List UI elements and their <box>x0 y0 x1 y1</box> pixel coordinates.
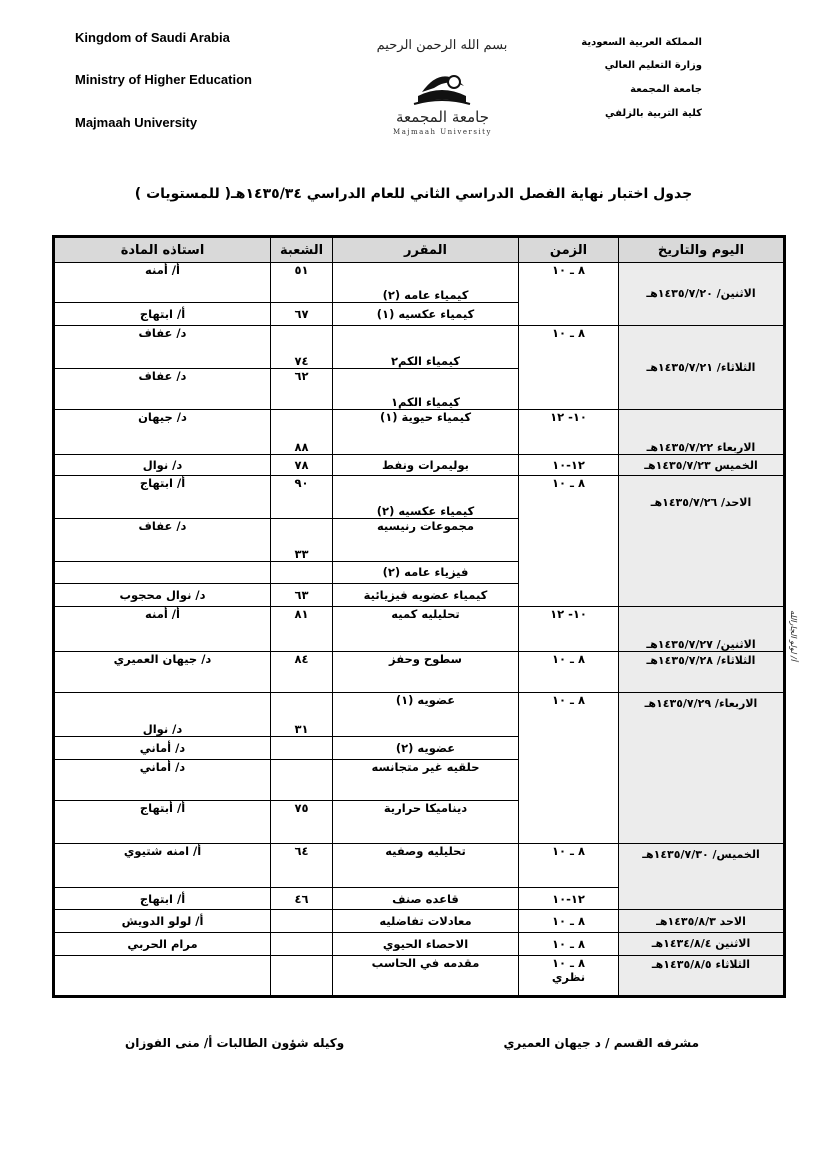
course-cell: مقدمه في الحاسب <box>333 955 519 996</box>
teacher-cell: أ/ ابتهاج <box>54 476 271 518</box>
day-cell: الاثنين/ ١٤٣٥/٧/٢٠هـ <box>619 263 785 326</box>
time-cell: ١٢-١٠ <box>519 454 619 476</box>
table-row <box>54 910 785 933</box>
course-cell: كيمياء عضويه فيزيائية <box>333 583 519 607</box>
course-cell: ديناميكا حرارية <box>333 801 519 844</box>
course-cell: بوليمرات ونفط <box>333 454 519 476</box>
table-row <box>54 263 785 303</box>
exam-schedule-table <box>52 235 786 998</box>
teacher-cell: د/ نوال <box>54 692 271 736</box>
section-cell <box>271 759 333 800</box>
table-row <box>54 651 785 692</box>
section-cell <box>271 561 333 583</box>
teacher-cell <box>54 955 271 996</box>
section-cell: ٥١ <box>271 263 333 303</box>
footer-deputy: وكيله شؤون الطالبات أ/ منى الفوزان <box>125 1036 345 1050</box>
header-en-line-2: Ministry of Higher Education <box>75 72 252 87</box>
section-cell <box>271 933 333 956</box>
day-cell: الثلاثاء ١٤٣٥/٨/٥هـ <box>619 955 785 996</box>
time-cell: ٨ ـ ١٠ <box>519 651 619 692</box>
table-row <box>54 476 785 518</box>
university-name-en: Majmaah University <box>393 128 492 136</box>
section-cell: ٦٣ <box>271 583 333 607</box>
section-cell: ٨٤ <box>271 651 333 692</box>
table-row <box>54 955 785 996</box>
section-cell <box>271 737 333 760</box>
table-row <box>54 410 785 454</box>
section-cell: ٣٣ <box>271 518 333 561</box>
course-cell: عضويه (١) <box>333 692 519 736</box>
table-row <box>54 933 785 956</box>
section-cell: ٧٥ <box>271 801 333 844</box>
teacher-cell: أ/ أمنه <box>54 607 271 651</box>
course-cell: سطوح وحفز <box>333 651 519 692</box>
teacher-cell: أ/ لولو الدويش <box>54 910 271 933</box>
teacher-cell: أ/ أبتهاج <box>54 801 271 844</box>
header-en-line-3: Majmaah University <box>75 115 198 130</box>
course-cell: الاحصاء الحيوي <box>333 933 519 956</box>
day-cell: الاثنين/ ١٤٣٥/٧/٢٧هـ <box>619 607 785 651</box>
time-note: نظري <box>551 969 586 984</box>
time-cell: ٨ ـ ١٠ <box>519 325 619 410</box>
time-cell: ٨ ـ ١٠ <box>519 910 619 933</box>
day-cell: الثلاثاء/ ١٤٣٥/٧/٢٨هـ <box>619 651 785 692</box>
course-cell: حلقيه غير متجانسه <box>333 759 519 800</box>
day-cell: الثلاثاء/ ١٤٣٥/٧/٢١هـ <box>619 325 785 410</box>
time-cell: ٨ ـ ١٠ <box>519 263 619 326</box>
col-header-day: اليوم والتاريخ <box>619 237 785 263</box>
time-cell: ٨ ـ ١٠ <box>519 476 619 607</box>
section-cell: ٣١ <box>271 692 333 736</box>
header-ar-line-3: جامعة المجمعة <box>630 84 702 95</box>
footer-supervisor: مشرفه القسم / د جيهان العميري <box>503 1036 699 1050</box>
section-cell: ٩٠ <box>271 476 333 518</box>
schedule-title: جدول اختبار نهاية الفصل الدراسي الثاني للعام الدراسي ١٤٣٥/٣٤هـ( للمستويات ) <box>134 186 693 202</box>
teacher-cell: د/ أماني <box>54 737 271 760</box>
day-cell: الخميس ١٤٣٥/٧/٢٣هـ <box>619 454 785 476</box>
day-cell: الاحد ١٤٣٥/٨/٣هـ <box>619 910 785 933</box>
teacher-cell: أ/ أمنه <box>54 263 271 303</box>
section-cell: ٦٤ <box>271 844 333 887</box>
teacher-cell: د/ جيهان العميري <box>54 651 271 692</box>
section-cell: ٤٦ <box>271 887 333 910</box>
header-ar-line-4: كلية التربية بالزلفي <box>605 108 702 119</box>
teacher-cell: د/ عفاف <box>54 325 271 368</box>
time-cell: ٨ ـ ١٠ <box>519 844 619 887</box>
teacher-cell: د/ عفاف <box>54 518 271 561</box>
day-cell: الاربعاء/ ١٤٣٥/٧/٢٩هـ <box>619 692 785 844</box>
header-ar-line-1: المملكة العربية السعودية <box>581 37 702 48</box>
university-name-ar: جامعة المجمعة <box>396 108 489 126</box>
section-cell: ٦٧ <box>271 303 333 326</box>
time-cell: ١٠- ١٢ <box>519 607 619 651</box>
day-cell: الخميس/ ١٤٣٥/٧/٣٠هـ <box>619 844 785 910</box>
course-cell: فيزياء عامه (٢) <box>333 561 519 583</box>
side-note: أ/ لولو الجارالله <box>789 610 798 661</box>
course-cell: كيمياء الكم١ <box>333 369 519 410</box>
day-cell: الاربعاء ١٤٣٥/٧/٢٢هـ <box>619 410 785 454</box>
teacher-cell: د/ عفاف <box>54 369 271 410</box>
table-header-row <box>54 237 785 263</box>
col-header-teacher: استاذه المادة <box>54 237 271 263</box>
section-cell <box>271 910 333 933</box>
header-ar-line-2: وزارة التعليم العالي <box>604 60 702 71</box>
time-value: ٨ ـ ١٠ <box>551 955 586 970</box>
table-row <box>54 454 785 476</box>
section-cell: ٧٨ <box>271 454 333 476</box>
time-cell <box>519 955 619 996</box>
teacher-cell: مرام الحربي <box>54 933 271 956</box>
table-row <box>54 692 785 736</box>
col-header-section: الشعبة <box>271 237 333 263</box>
course-cell: كيمياء عامه (٢) <box>333 263 519 303</box>
teacher-cell: د/ جيهان <box>54 410 271 454</box>
time-cell: ١٠- ١٢ <box>519 410 619 454</box>
col-header-time: الزمن <box>519 237 619 263</box>
course-cell: عضويه (٢) <box>333 737 519 760</box>
day-cell: الاحد/ ١٤٣٥/٧/٢٦هـ <box>619 476 785 607</box>
teacher-cell: د/ نوال محجوب <box>54 583 271 607</box>
header-en-line-1: Kingdom of Saudi Arabia <box>75 30 230 45</box>
course-cell: كيمياء عكسيه (١) <box>333 303 519 326</box>
section-cell: ٨٨ <box>271 410 333 454</box>
time-cell: ١٢-١٠ <box>519 887 619 910</box>
course-cell: قاعده صنف <box>333 887 519 910</box>
table-row <box>54 325 785 368</box>
section-cell: ٦٢ <box>271 369 333 410</box>
day-cell: الاثنين ١٤٣٤/٨/٤هـ <box>619 933 785 956</box>
course-cell: تحليليه كميه <box>333 607 519 651</box>
course-cell: كيمياء حيوية (١) <box>333 410 519 454</box>
course-cell: مجموعات رنيسيه <box>333 518 519 561</box>
basmala: بسم الله الرحمن الرحيم <box>376 38 508 53</box>
section-cell: ٨١ <box>271 607 333 651</box>
course-cell: تحليليه وصفيه <box>333 844 519 887</box>
section-cell: ٧٤ <box>271 325 333 368</box>
course-cell: كيمياء الكم٢ <box>333 325 519 368</box>
teacher-cell: أ/ ابتهاج <box>54 303 271 326</box>
teacher-cell: د/ نوال <box>54 454 271 476</box>
table-row <box>54 844 785 887</box>
time-cell: ٨ ـ ١٠ <box>519 692 619 844</box>
teacher-cell <box>54 561 271 583</box>
course-cell: معادلات تفاضليه <box>333 910 519 933</box>
teacher-cell: أ/ ابتهاج <box>54 887 271 910</box>
section-cell <box>271 955 333 996</box>
table-row <box>54 607 785 651</box>
teacher-cell: أ/ امنه شتيوي <box>54 844 271 887</box>
teacher-cell: د/ أماني <box>54 759 271 800</box>
course-cell: كيمياء عكسيه (٢) <box>333 476 519 518</box>
col-header-course: المقرر <box>333 237 519 263</box>
time-cell: ٨ ـ ١٠ <box>519 933 619 956</box>
